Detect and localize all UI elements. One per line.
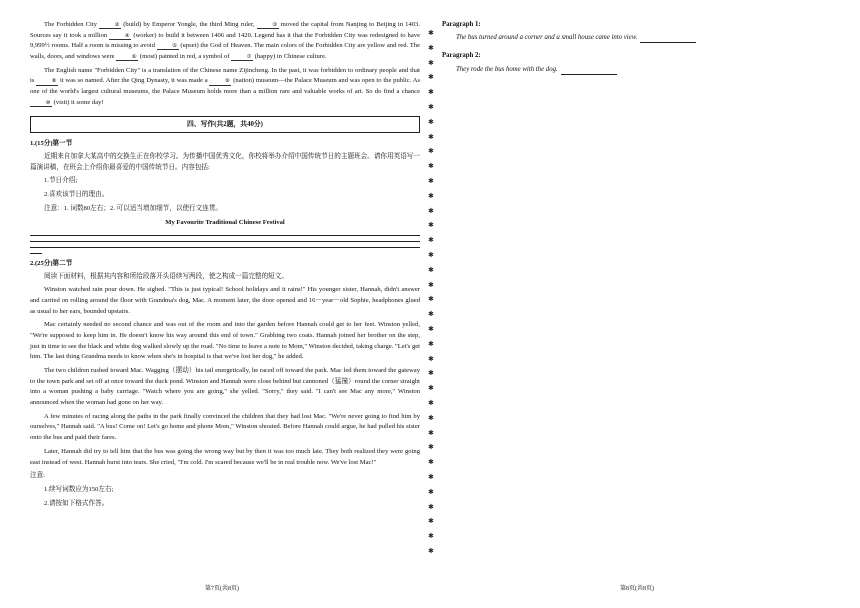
separator-star-icon: ✱ — [428, 413, 434, 422]
separator-star-icon: ✱ — [428, 132, 434, 141]
blank-6: ⑥ — [116, 54, 138, 61]
reading-paragraph-1 — [30, 20, 420, 63]
separator-star-icon: ✱ — [428, 487, 434, 496]
separator-star-icon: ✱ — [428, 384, 434, 393]
blank-3: ③ — [257, 22, 279, 29]
separator-star-icon: ✱ — [428, 517, 434, 526]
question-1-point-1: 1.节日介绍; — [44, 177, 78, 185]
story-paragraph: Mac certainly needed no second chance and was out of the room and into the garden before Hannah could get to her feet. Winston yelled, "We're supposed to keep him in. He doesn't know his way around this end of town." Grabbing two coats. Hannah joined her brother on the step, just in time to see the black and white dog walked slowly up the road. "No time to leave a note to Mom," Winston decided, taking charge. "Let's get him. The last thing Grandma needs to know when she's in hospital is that we've lost her dog," he added. — [30, 321, 420, 361]
separator-star-icon: ✱ — [428, 221, 434, 230]
text-segment: (nation) museum—the Palace Museum and was open to the public. As one of the world's largest cultural museums, the Palace Museum holds more than a million rare and valuable works of art. So do find a chance — [30, 77, 421, 96]
answer-line — [30, 253, 42, 254]
blank-4: ④ — [109, 33, 131, 40]
paragraph-1-start — [456, 33, 832, 43]
separator-star-icon: ✱ — [428, 295, 434, 304]
answer-line — [561, 74, 617, 75]
reading-paragraph-2 — [30, 66, 420, 109]
separator-star-icon: ✱ — [428, 547, 434, 555]
story-paragraph: The two children rushed toward Mac. Wagging（摆动）his tail energetically, he raced off toward the park. Mac led them toward the gateway to the town park and set off at once toward the duck pond. Winston and Hannah were close behind but cannoned（猛撞）round the corner straight into a woman pushing a baby carriage. "Watch where you are going," she yelled. "Sorry," they said. "I can't see Mac any more," Winston announced when the woman had gone on her way. — [30, 367, 420, 407]
separator-star-icon: ✱ — [428, 43, 434, 52]
separator-star-icon: ✱ — [428, 280, 434, 289]
question-1-point-2: 2.喜欢该节日的理由。 — [44, 191, 109, 199]
separator-star-icon: ✱ — [428, 58, 434, 67]
paragraph-2-start — [456, 65, 832, 75]
left-page — [30, 20, 420, 512]
note-item: 2.请按如下格式作答。 — [44, 499, 109, 507]
text-segment: (happy) in Chinese culture. — [253, 53, 327, 61]
answer-line — [30, 235, 420, 236]
separator-star-icon: ✱ — [428, 206, 434, 215]
text-segment: (worker) to build it between 1406 and 1420. Legend has it that the Forbidden City was redesigned to have 9,999½ rooms. Half a room is missing to avoid — [30, 31, 420, 50]
page-number-left: 第7页(共8页) — [205, 586, 239, 592]
answer-line — [30, 241, 420, 242]
separator-star-icon: ✱ — [428, 117, 434, 126]
separator-star-icon: ✱ — [428, 532, 434, 541]
essay-title: My Favourite Traditional Chinese Festival — [165, 219, 285, 227]
separator-star-icon: ✱ — [428, 325, 434, 333]
separator-star-icon: ✱ — [428, 473, 434, 481]
separator-star-icon: ✱ — [428, 191, 434, 200]
text-segment: (build) by Emperor Yongle, the third Ming ruler, — [121, 21, 257, 28]
blank-8: ⑧ — [36, 78, 58, 85]
text-segment: (visit) it some day! — [52, 98, 104, 106]
separator-star-icon: ✱ — [428, 251, 434, 259]
separator-star-icon: ✱ — [428, 162, 434, 171]
text-segment: it was so named. After the Qing Dynasty, it was made a — [58, 77, 210, 85]
note-item: 1.续写词数应为150左右; — [44, 485, 114, 493]
question-2-intro: 阅读下面材料，根据其内容和所给段落开头语续写两段，使之构成一篇完整的短文。 — [44, 272, 288, 280]
story-paragraph: Winston watched rain pour down. He sighed. "This is just typical! School holidays and it rains!" His younger sister, Hannah, didn't answer and carried on rolling around the floor with Grandma's dog, Mac. A moment later, the door opened and 16－year－old Sophie, headphones glued as usual to her ears, bounded upstairs. — [30, 286, 420, 315]
separator-star-icon: ✱ — [428, 354, 434, 363]
blank-2: ② — [99, 22, 121, 29]
separator-star-icon: ✱ — [428, 310, 434, 319]
text-segment: (upset) the God of Heaven. The main colors of the Forbidden City are yellow and red. The walls, doors, and windows were — [30, 42, 420, 61]
blank-10: ⑩ — [30, 100, 52, 107]
separator-star-icon: ✱ — [428, 236, 434, 245]
separator-star-icon: ✱ — [428, 458, 434, 467]
paragraph-2-start-text: They rode the bus home with the dog. — [456, 65, 558, 73]
blank-9: ⑨ — [209, 78, 231, 85]
separator-star-icon: ✱ — [428, 369, 434, 378]
answer-line — [30, 247, 420, 248]
separator-star-icon: ✱ — [428, 339, 434, 348]
section-heading: 四、写作(共2题，共40分) — [30, 116, 420, 133]
story-paragraph: Later, Hannah did try to tell him that the bus was going the wrong way but by then it was too much late. They both realized they were going east instead of west. Hannah burst into tears. She cried, "I'm cold. I'm scared because we'll be in real trouble now. We've lost Mac!" — [30, 447, 420, 466]
separator-star-icon: ✱ — [428, 73, 434, 82]
page-number-right: 第8页(共8页) — [620, 586, 654, 592]
story-paragraph: A few minutes of racing along the paths in the park finally convinced the children that they had lost Mac. "We're never going to find him by ourselves," Hannah said. "A bus! Come on! Let's go home and phone Mom," Winston shouted. Before Hannah could argue, he had pulled his sister onto the bus and paid their fares. — [30, 412, 420, 442]
separator-star-icon: ✱ — [428, 88, 434, 97]
question-1-note: 注意：1. 词数80左右；2. 可以适当增加细节，以使行文连贯。 — [44, 204, 223, 212]
separator-star-icon: ✱ — [428, 29, 434, 37]
text-segment: The Forbidden City — [44, 21, 100, 28]
separator-star-icon: ✱ — [428, 103, 434, 111]
separator-star-icon: ✱ — [428, 428, 434, 437]
paragraph-2-label: Paragraph 2: — [442, 52, 481, 60]
separator-star-icon: ✱ — [428, 443, 434, 452]
question-1-title: 1.(15分)第一节 — [30, 140, 73, 148]
text-segment: (most) painted in red, a symbol of — [138, 53, 232, 61]
right-page — [442, 20, 832, 83]
paragraph-1-start-text: The bus turned around a corner and a small house came into view. — [456, 34, 638, 42]
question-1-intro: 近期来自加拿大某高中的交换生正在你校学习。为传播中国优秀文化，你校将举办介绍中国传统节日的主题班会。请你用英语写一篇演讲稿，在班会上介绍你最喜爱的中国传统节日。内容包括: — [30, 153, 420, 171]
text-segment: The English name "Forbidden City" is a translation of the Chinese name Zijincheng. In the past, it was forbidden to ordinary people and that is — [30, 66, 420, 85]
separator-star-icon: ✱ — [428, 177, 434, 185]
separator-star-icon: ✱ — [428, 399, 434, 407]
text-segment: moved the capital from Nanjing to Beijing in 1403. Sources say it took a million — [30, 21, 420, 39]
question-2-title: 2.(25分)第二节 — [30, 260, 73, 268]
blank-7: ⑦ — [231, 54, 253, 61]
note-title: 注意: — [30, 472, 46, 480]
separator-star-icon: ✱ — [428, 502, 434, 511]
separator-star-icon: ✱ — [428, 265, 434, 274]
answer-line — [640, 42, 696, 43]
separator-star-icon: ✱ — [428, 147, 434, 156]
binding-separator — [428, 30, 434, 570]
blank-5: ⑤ — [157, 43, 179, 50]
paragraph-1-label: Paragraph 1: — [442, 21, 481, 28]
